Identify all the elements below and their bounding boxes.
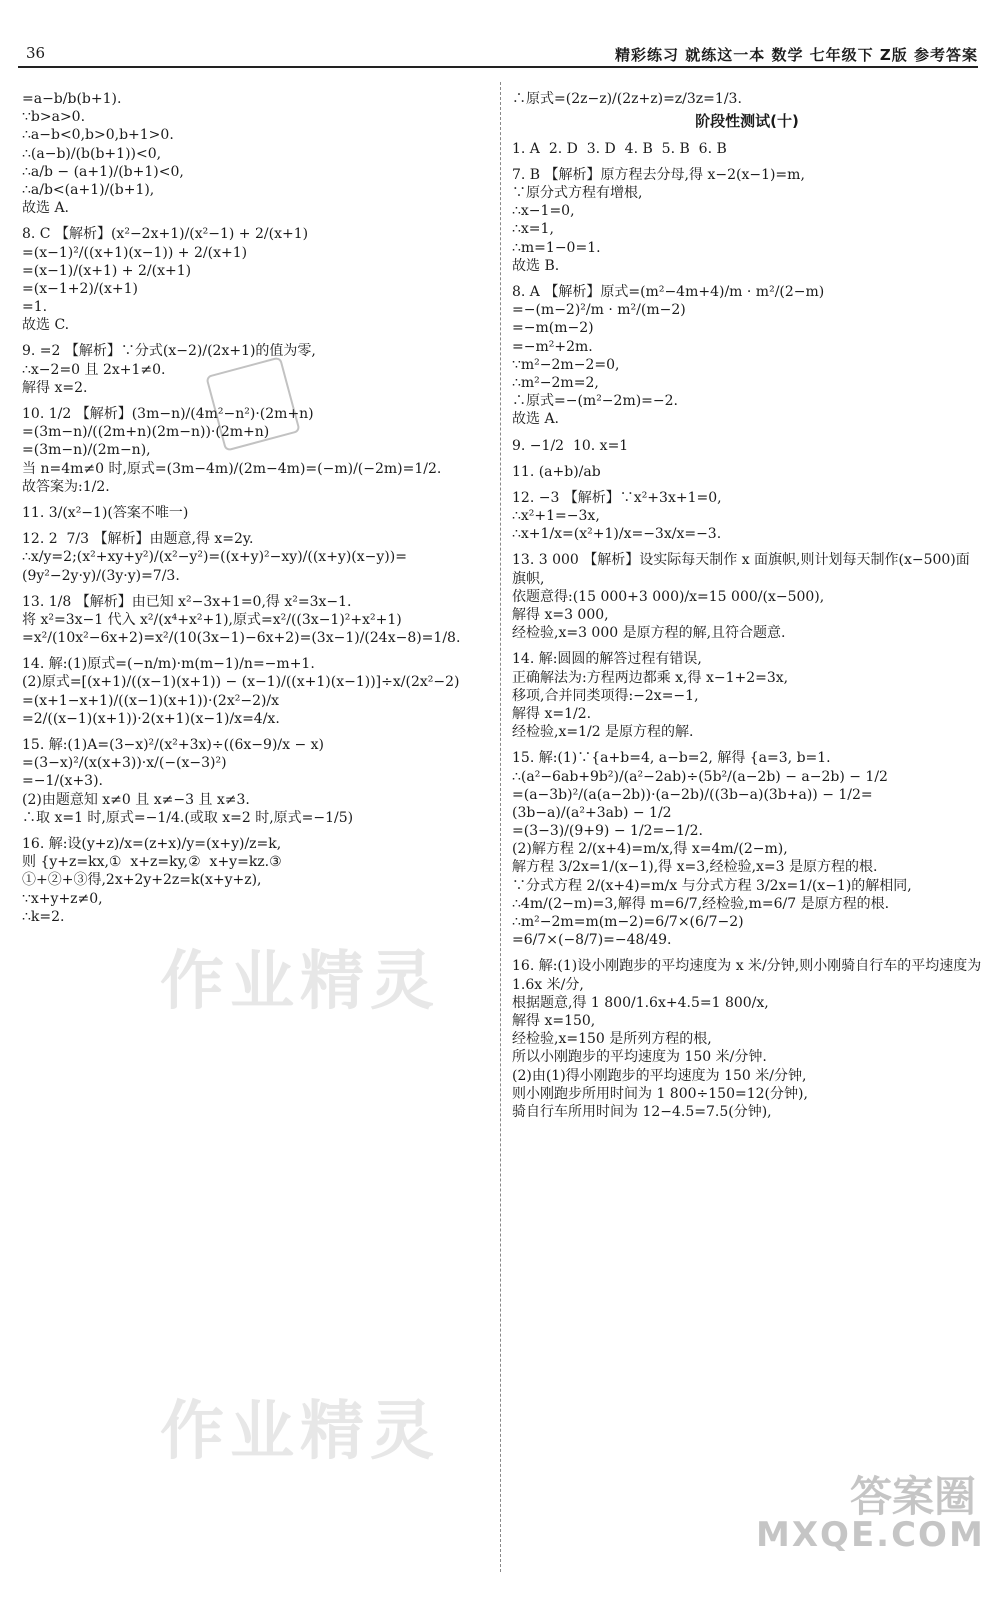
answer-line: 7. B 【解析】原方程去分母,得 x−2(x−1)=m,	[512, 166, 805, 183]
answer-line: ∴x²+1=−3x,	[512, 508, 600, 525]
answer-line: 故选 C.	[22, 317, 70, 334]
answer-line: 12. −3 【解析】∵x²+3x+1=0,	[512, 489, 722, 506]
answer-line: 经检验,x=3 000 是原方程的解,且符合题意.	[512, 625, 786, 642]
answer-line: =a−b/b(b+1).	[22, 91, 122, 107]
answer-line: ∴a/b<(a+1)/(b+1),	[22, 181, 155, 198]
answer-line: ∴x−2=0 且 2x+1≠0.	[22, 361, 166, 378]
answer-line: 13. 1/8 【解析】由已知 x²−3x+1=0,得 x²=3x−1.	[22, 593, 352, 610]
answer-line: 11. 3/(x²−1)(答案不唯一)	[22, 504, 189, 521]
answer-line: 故选 A.	[22, 200, 70, 217]
answer-line: ①+②+③得,2x+2y+2z=k(x+y+z),	[22, 872, 262, 889]
answer-line: =(3m−n)/((2m+n)(2m−n))·(2m+n)	[22, 424, 270, 441]
answer-line: ∴x/y=2;(x²+xy+y²)/(x²−y²)=((x+y)²−xy)/((x+y)(x−y))=(9y²−2y·y)/(3y·y)=7/3.	[22, 549, 407, 584]
page-header	[18, 36, 978, 68]
answer-line: 依题意得:(15 000+3 000)/x=15 000/(x−500),	[512, 588, 825, 605]
answer-line: 9. −1/2 10. x=1	[512, 437, 629, 454]
answer-line: 14. 解:圆圆的解答过程有错误,	[512, 651, 702, 668]
answer-line: ∴k=2.	[22, 908, 65, 925]
answer-line: 将 x²=3x−1 代入 x²/(x⁴+x²+1),原式=x²/((3x−1)²+x²+1)	[22, 611, 402, 628]
answer-line: ∴x−1=0,	[512, 203, 575, 220]
watermark: 作业精灵	[160, 945, 440, 1019]
logo-url: MXQE.COM	[756, 1515, 985, 1555]
answer-line: 13. 3 000 【解析】设实际每天制作 x 面旗帜,则计划每天制作(x−500)面旗帜,	[512, 552, 970, 587]
answer-line: ∵m²−2m−2=0,	[512, 356, 620, 373]
answer-line: ∵分式方程 2/(x+4)=m/x 与分式方程 3/2x=1/(x−1)的解相同,	[512, 877, 912, 894]
answer-line: =(3−3)/(9+9) − 1/2=−1/2.	[512, 823, 703, 840]
answer-line: =(x−1)²/((x+1)(x−1)) + 2/(x+1)	[22, 244, 248, 261]
answer-line: ∴4m/(2−m)=3,解得 m=6/7,经检验,m=6/7 是原方程的根.	[512, 895, 890, 912]
answer-line: 移项,合并同类项得:−2x=−1,	[512, 687, 699, 704]
answer-line: =−(m−2)²/m · m²/(m−2)	[512, 302, 686, 319]
answer-line: 解得 x=1/2.	[512, 705, 592, 722]
answer-line: ∴m²−2m=2,	[512, 374, 599, 391]
answer-line: 骑自行车所用时间为 12−4.5=7.5(分钟),	[512, 1103, 772, 1120]
answer-line: =−1/(x+3).	[22, 773, 103, 790]
answer-line: ∴x=1,	[512, 221, 554, 238]
answer-line: =−m(m−2)	[512, 320, 594, 337]
right-column	[512, 90, 986, 1121]
answer-line: =1.	[22, 299, 48, 316]
answer-line: =2/((x−1)(x+1))·2(x+1)(x−1)/x=4/x.	[22, 710, 280, 727]
answer-line: 解方程 3/2x=1/(x−1),得 x=3,经检验,x=3 是原方程的根.	[512, 859, 878, 876]
site-logo	[756, 1472, 985, 1566]
page-number: 36	[26, 44, 46, 62]
answer-line: 正确解法为:方程两边都乘 x,得 x−1+2=3x,	[512, 669, 789, 686]
left-column	[22, 90, 492, 926]
answer-line: 解得 x=2.	[22, 379, 88, 396]
answer-line: 经检验,x=1/2 是原方程的解.	[512, 724, 694, 741]
answer-line: ∴原式=(2z−z)/(2z+z)=z/3z=1/3.	[512, 91, 742, 107]
answer-line: 故答案为:1/2.	[22, 478, 110, 495]
answer-line: =(x+1−x+1)/((x−1)(x+1))·(2x²−2)/x	[22, 692, 280, 709]
answer-line: 16. 解:设(y+z)/x=(z+x)/y=(x+y)/z=k,	[22, 835, 282, 852]
answer-line: 当 n=4m≠0 时,原式=(3m−4m)/(2m−4m)=(−m)/(−2m)=1/2.	[22, 460, 442, 477]
answer-line: 16. 解:(1)设小刚跑步的平均速度为 x 米/分钟,则小刚骑自行车的平均速度为 1.6x 米/分,	[512, 958, 986, 993]
book-title: 精彩练习 就练这一本 数学 七年级下 Z版 参考答案	[615, 46, 978, 64]
section-title: 阶段性测试(十)	[695, 112, 799, 131]
answer-line: 解得 x=3 000,	[512, 607, 609, 623]
answer-line: 1. A 2. D 3. D 4. B 5. B 6. B	[512, 140, 727, 157]
answer-line: 8. C 【解析】(x²−2x+1)/(x²−1) + 2/(x+1)	[22, 226, 309, 243]
answer-line: =−m²+2m.	[512, 338, 593, 355]
answer-line: 经检验,x=150 是所列方程的根,	[512, 1031, 712, 1048]
answer-line: =(3−x)²/(x(x+3))·x/(−(x−3)²)	[22, 755, 227, 772]
answer-line: 所以小刚跑步的平均速度为 150 米/分钟.	[512, 1049, 767, 1066]
answer-line: 故选 B.	[512, 257, 560, 274]
answer-line: 根据题意,得 1 800/1.6x+4.5=1 800/x,	[512, 994, 769, 1011]
answer-line: ∴m²−2m=m(m−2)=6/7×(6/7−2)	[512, 914, 744, 930]
answer-line: 12. 2 7/3 【解析】由题意,得 x=2y.	[22, 531, 254, 548]
answer-line: =(x−1)/(x+1) + 2/(x+1)	[22, 262, 192, 279]
answer-line: 解得 x=150,	[512, 1012, 596, 1029]
answer-line: ∴(a²−6ab+9b²)/(a²−2ab)÷(5b²/(a−2b) − a−2b) − 1/2	[512, 768, 888, 785]
answer-line: (2)由题意知 x≠0 且 x≠−3 且 x≠3.	[22, 791, 250, 808]
answer-line: ∴原式=−(m²−2m)=−2.	[512, 393, 679, 410]
answer-line: 则 {y+z=kx,① x+z=ky,② x+y=kz.③	[22, 854, 282, 871]
watermark: 作业精灵	[160, 1395, 440, 1469]
answer-line: 15. 解:(1)A=(3−x)²/(x²+3x)÷((6x−9)/x − x)	[22, 737, 325, 753]
answer-line: (2)由(1)得小刚跑步的平均速度为 150 米/分钟,	[512, 1067, 807, 1084]
answer-line: ∴x+1/x=(x²+1)/x=−3x/x=−3.	[512, 526, 722, 543]
answer-line: =6/7×(−8/7)=−48/49.	[512, 932, 672, 949]
answer-line: ∴(a−b)/(b(b+1))<0,	[22, 145, 162, 162]
answer-line: ∴a/b − (a+1)/(b+1)<0,	[22, 163, 184, 180]
answer-line: ∴取 x=1 时,原式=−1/4.(或取 x=2 时,原式=−1/5)	[22, 809, 354, 826]
answer-line: ∵x+y+z≠0,	[22, 890, 103, 907]
answer-line: ∴a−b<0,b>0,b+1>0.	[22, 127, 174, 144]
answer-line: 则小刚跑步所用时间为 1 800÷150=12(分钟),	[512, 1085, 808, 1102]
answer-line: =(a−3b)²/(a(a−2b))·(a−2b)/((3b−a)(3b+a)) − 1/2=(3b−a)/(a²+3ab) − 1/2	[512, 786, 873, 821]
column-divider	[500, 82, 501, 1572]
logo-text: 答案圈	[849, 1472, 976, 1521]
answer-line: 故选 A.	[512, 411, 560, 428]
answer-line: 10. 1/2 【解析】(3m−n)/(4m²−n²)·(2m+n)	[22, 406, 314, 422]
answer-line: 14. 解:(1)原式=(−n/m)·m(m−1)/n=−m+1.	[22, 656, 315, 673]
answer-line: 11. (a+b)/ab	[512, 463, 601, 480]
answer-line: ∴m=1−0=1.	[512, 239, 601, 256]
answer-line: (2)解方程 2/(x+4)=m/x,得 x=4m/(2−m),	[512, 841, 788, 858]
answer-line: 15. 解:(1)∵{a+b=4, a−b=2, 解得 {a=3, b=1.	[512, 750, 831, 767]
answer-line: (2)原式=[(x+1)/((x−1)(x+1)) − (x−1)/((x+1)(x−1))]÷x/(2x²−2)	[22, 674, 460, 691]
answer-line: =(3m−n)/(2m−n),	[22, 442, 151, 459]
answer-line: 9. =2 【解析】∵分式(x−2)/(2x+1)的值为零,	[22, 343, 316, 360]
answer-line: ∵原分式方程有增根,	[512, 185, 643, 202]
answer-line: =x²/(10x²−6x+2)=x²/(10(3x−1)−6x+2)=(3x−1)/(24x−8)=1/8.	[22, 630, 461, 647]
answer-line: =(x−1+2)/(x+1)	[22, 280, 138, 297]
answer-line: ∵b>a>0.	[22, 109, 86, 126]
answer-line: 8. A 【解析】原式=(m²−4m+4)/m · m²/(2−m)	[512, 284, 825, 300]
